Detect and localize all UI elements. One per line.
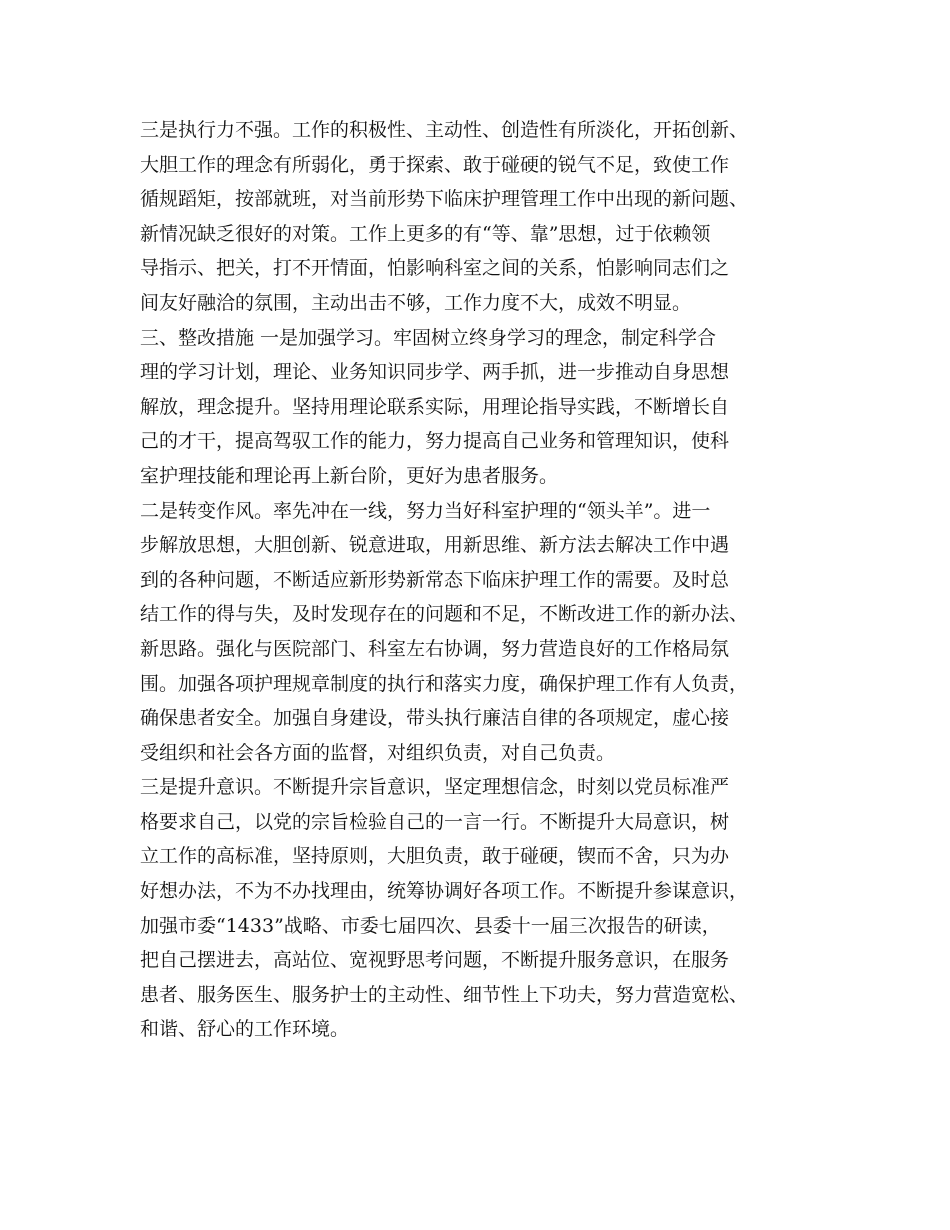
text-line: 把自己摆进去，高站位、宽视野思考问题，不断提升服务意识，在服务	[140, 949, 730, 972]
text-line: 受组织和社会各方面的监督，对组织负责，对自己负责。	[140, 741, 616, 764]
text-line: 新思路。强化与医院部门、科室左右协调，努力营造良好的工作格局氛	[140, 637, 730, 660]
text-line: 结工作的得与失，及时发现存在的问题和不足，不断改进工作的新办法、	[140, 603, 749, 626]
text-line: 和谐、舒心的工作环境。	[140, 1018, 350, 1041]
text-line: 好想办法，不为不办找理由，统筹协调好各项工作。不断提升参谋意识，	[140, 880, 749, 903]
text-line: 理的学习计划，理论、业务知识同步学、两手抓，进一步推动自身思想	[140, 361, 730, 384]
text-line: 加强市委“1433”战略、市委七届四次、县委十一届三次报告的研读，	[140, 914, 721, 937]
text-line: 导指示、把关，打不开情面，怕影响科室之间的关系，怕影响同志们之	[140, 257, 730, 280]
text-line: 步解放思想，大胆创新、锐意进取，用新思维、新方法去解决工作中遇	[140, 534, 730, 557]
text-line: 确保患者安全。加强自身建设，带头执行廉洁自律的各项规定，虚心接	[140, 707, 730, 730]
text-line: 新情况缺乏很好的对策。工作上更多的有“等、靠”思想，过于依赖领	[140, 222, 711, 245]
text-line: 二是转变作风。率先冲在一线，努力当好科室护理的“领头羊”。进一	[140, 499, 711, 522]
text-line: 三是执行力不强。工作的积极性、主动性、创造性有所淡化，开拓创新、	[140, 119, 749, 141]
text-line: 解放，理念提升。坚持用理论联系实际，用理论指导实践，不断增长自	[140, 395, 730, 418]
text-line: 循规蹈矩，按部就班，对当前形势下临床护理管理工作中出现的新问题、	[140, 188, 749, 211]
text-line: 格要求自己，以党的宗旨检验自己的一言一行。不断提升大局意识，树	[140, 810, 730, 833]
text-line: 三、整改措施 一是加强学习。牢固树立终身学习的理念，制定科学合	[140, 326, 717, 349]
text-line: 间友好融洽的氛围，主动出击不够，工作力度不大，成效不明显。	[140, 291, 692, 314]
text-line: 立工作的高标准，坚持原则，大胆负责，敢于碰硬，锲而不舍，只为办	[140, 845, 730, 868]
text-line: 己的才干，提高驾驭工作的能力，努力提高自己业务和管理知识，使科	[140, 430, 730, 453]
text-line: 患者、服务医生、服务护士的主动性、细节性上下功夫，努力营造宽松、	[140, 983, 749, 1006]
text-line: 到的各种问题，不断适应新形势新常态下临床护理工作的需要。及时总	[140, 568, 730, 591]
document-body	[140, 113, 830, 1047]
text-line: 围。加强各项护理规章制度的执行和落实力度，确保护理工作有人负责，	[140, 672, 749, 695]
text-line: 大胆工作的理念有所弱化，勇于探索、敢于碰硬的锐气不足，致使工作	[140, 153, 730, 176]
text-line: 室护理技能和理论再上新台阶，更好为患者服务。	[140, 464, 559, 487]
text-line: 三是提升意识。不断提升宗旨意识，坚定理想信念，时刻以党员标准严	[140, 776, 730, 799]
